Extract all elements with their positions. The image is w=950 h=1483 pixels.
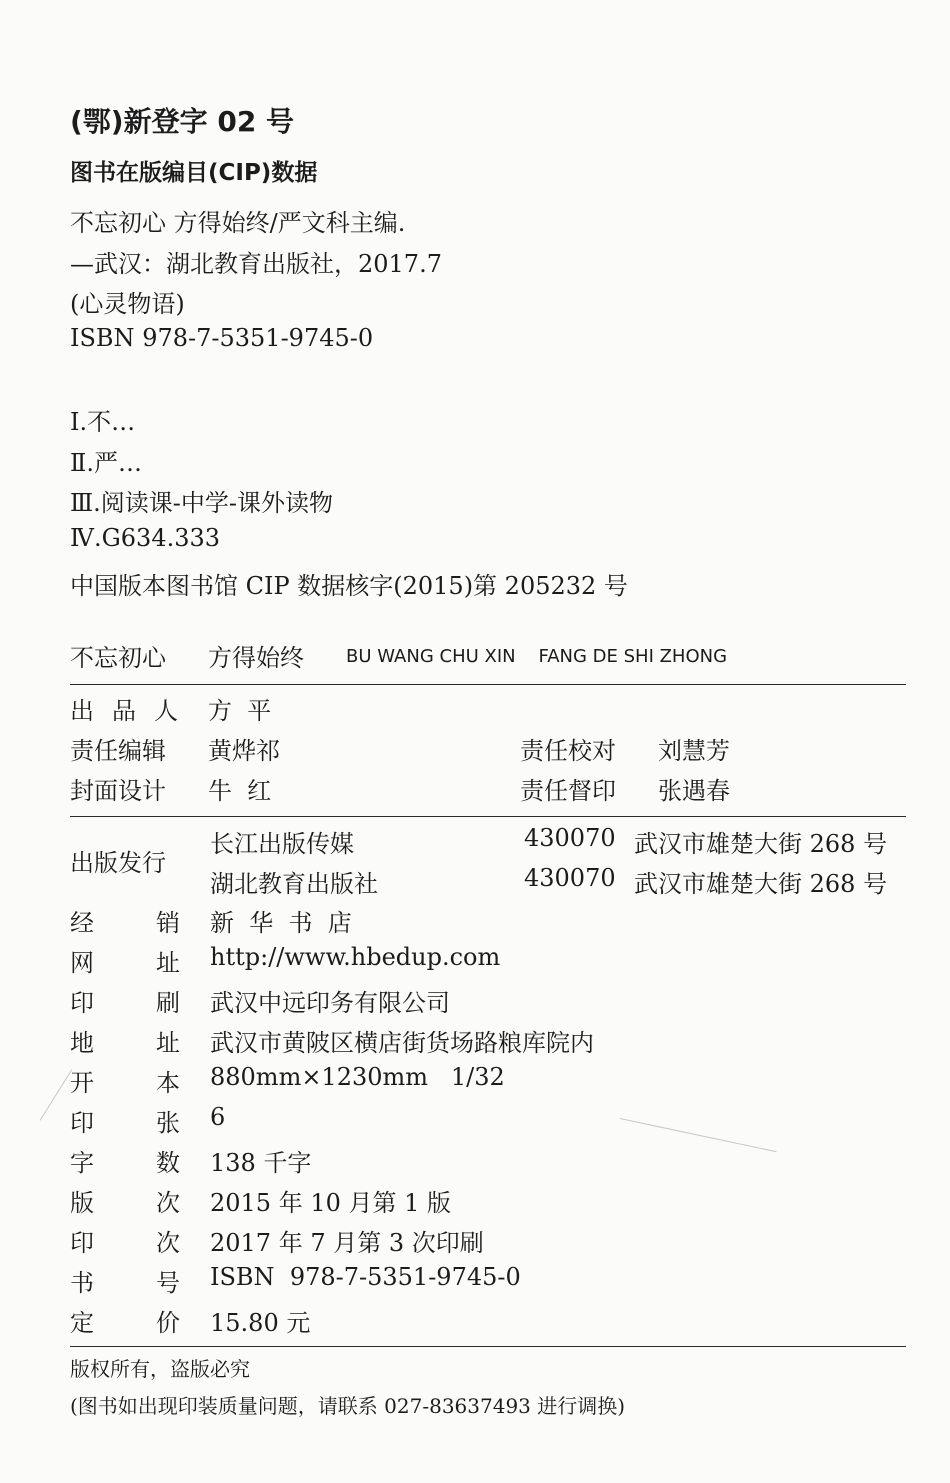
detail-label: 印 刷 [70,989,180,1017]
cip-line: 不忘初心 方得始终/严文科主编. [70,209,406,237]
detail-value: 2015 年 10 月第 1 版 [210,1189,452,1217]
detail-value: 15.80 元 [210,1309,311,1337]
detail-label: 字 数 [70,1149,180,1177]
detail-value: 2017 年 7 月第 3 次印刷 [210,1229,484,1257]
cip-line: —武汉：湖北教育出版社，2017.7 [70,250,442,278]
divider [70,1346,906,1347]
publishing-permit: (鄂)新登字 02 号 [70,105,295,138]
print-supervisor-value: 张遇春 [658,777,730,805]
publisher-address: 武汉市雄楚大街 268 号 [634,870,888,898]
detail-label: 版 次 [70,1189,180,1217]
detail-label: 印 张 [70,1109,180,1137]
detail-label: 网 址 [70,949,180,977]
divider [70,816,906,817]
detail-value: 武汉中远印务有限公司 [210,989,450,1017]
proofreader-label: 责任校对 [520,737,616,765]
detail-label: 地 址 [70,1029,180,1057]
publisher-name: 湖北教育出版社 [210,870,378,898]
detail-value: ISBN 978-7-5351-9745-0 [210,1263,521,1291]
detail-value: 6 [210,1103,226,1131]
publisher-label: 出版发行 [70,849,166,877]
cip-heading: 图书在版编目(CIP)数据 [70,160,318,186]
copyright-notice: 版权所有，盗版必究 [70,1357,250,1381]
producer-label: 出 品 人 [70,697,178,725]
detail-value: http://www.hbedup.com [210,943,501,971]
publisher-zip: 430070 [524,864,616,892]
print-supervisor-label: 责任督印 [520,777,616,805]
cip-line: (心灵物语) [70,290,185,318]
editor-label: 责任编辑 [70,737,166,765]
paper-mark [620,1118,777,1152]
publisher-zip: 430070 [524,824,616,852]
book-title-part2: 方得始终 [208,644,304,672]
publisher-address: 武汉市雄楚大街 268 号 [634,830,888,858]
detail-value: 武汉市黄陂区横店街货场路粮库院内 [210,1029,594,1057]
divider [70,684,906,685]
detail-label: 定 价 [70,1309,180,1337]
detail-value: 880mm×1230mm 1/32 [210,1063,505,1091]
detail-label: 书 号 [70,1269,180,1297]
cip-class: Ⅱ.严… [70,449,142,477]
proofreader-value: 刘慧芳 [658,737,730,765]
detail-label: 经 销 [70,909,180,937]
cip-verification: 中国版本图书馆 CIP 数据核字(2015)第 205232 号 [70,572,628,600]
cip-class: Ⅲ.阅读课-中学-课外读物 [70,489,333,517]
cip-class: Ⅰ.不… [70,408,136,436]
detail-label: 开 本 [70,1069,180,1097]
detail-value: 新 华 书 店 [210,909,352,937]
producer-value: 方 平 [208,697,272,725]
publisher-name: 长江出版传媒 [210,830,354,858]
book-title-pinyin: BU WANG CHU XIN FANG DE SHI ZHONG [346,646,728,667]
cover-design-label: 封面设计 [70,777,166,805]
cover-design-value: 牛 红 [208,777,272,805]
book-title-part1: 不忘初心 [70,644,166,672]
paper-mark [40,1069,73,1120]
detail-label: 印 次 [70,1229,180,1257]
cip-class: Ⅳ.G634.333 [70,524,221,552]
cip-isbn: ISBN 978-7-5351-9745-0 [70,324,374,352]
editor-value: 黄烨祁 [208,737,280,765]
quality-notice: (图书如出现印装质量问题，请联系 027-83637493 进行调换) [70,1394,626,1418]
detail-value: 138 千字 [210,1149,312,1177]
